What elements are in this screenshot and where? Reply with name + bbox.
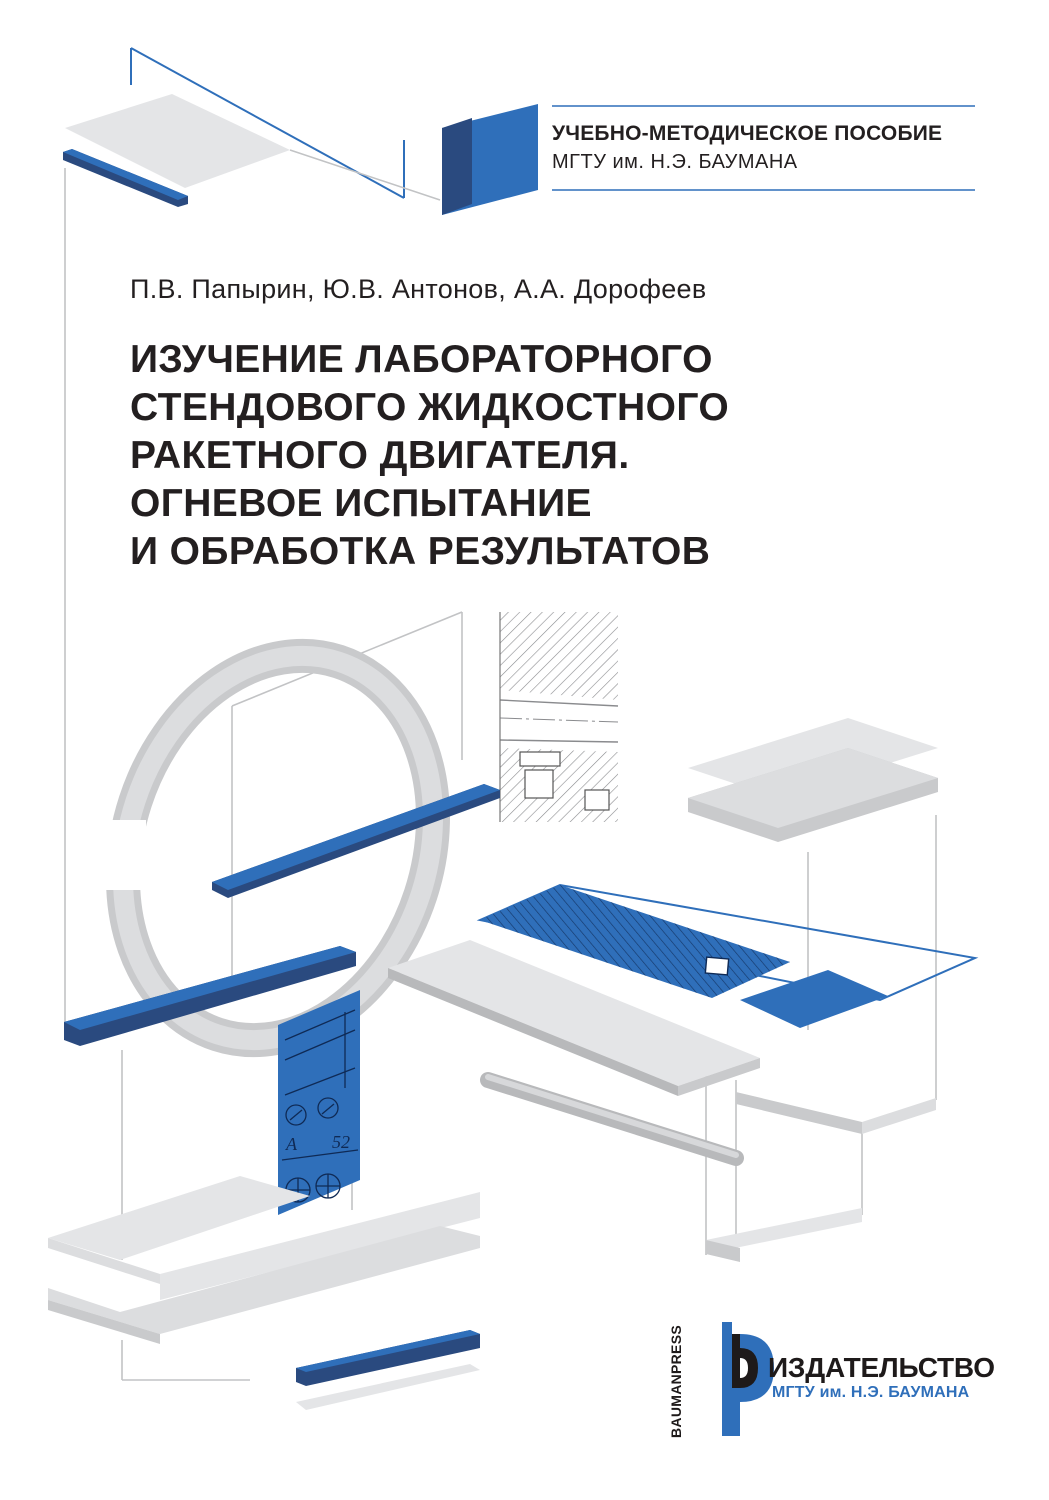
publisher-mark-icon — [688, 1318, 778, 1440]
gray-rod — [488, 1077, 736, 1158]
right-slabs — [688, 718, 938, 842]
authors: П.В. Папырин, Ю.В. Антонов, А.А. Дорофеев — [130, 274, 707, 304]
publisher-logo — [668, 1318, 995, 1440]
publisher-name: ИЗДАТЕЛЬСТВО — [768, 1352, 995, 1383]
title-line: И ОБРАБОТКА РЕЗУЛЬТАТОВ — [130, 530, 711, 573]
drawing-number: 52 — [332, 1132, 350, 1152]
blue-bar-middle — [212, 784, 500, 898]
series-label — [552, 120, 972, 176]
title-line: РАКЕТНОГО ДВИГАТЕЛЯ. — [130, 434, 630, 477]
blue-square — [740, 970, 888, 1028]
series-institution: МГТУ им. Н.Э. БАУМАНА — [552, 151, 798, 173]
title-line: СТЕНДОВОГО ЖИДКОСТНОГО — [130, 386, 730, 429]
publisher-side-text: BAUMANPRESS — [668, 1325, 684, 1438]
technical-drawing-top — [500, 612, 618, 822]
instrument-drawing-panel — [278, 990, 360, 1215]
series-title: УЧЕБНО-МЕТОДИЧЕСКОЕ ПОСОБИЕ — [552, 122, 943, 145]
title-line: ИЗУЧЕНИЕ ЛАБОРАТОРНОГО — [130, 338, 713, 381]
publisher-subtitle: МГТУ им. Н.Э. БАУМАНА — [772, 1384, 970, 1401]
lower-left-slabs — [48, 1176, 480, 1344]
title-line: ОГНЕВОЕ ИСПЫТАНИЕ — [130, 482, 592, 525]
book-title — [130, 336, 729, 576]
blue-cube — [442, 104, 538, 215]
blue-bar-bottom — [296, 1330, 480, 1410]
drawing-label: А — [286, 1134, 297, 1154]
right-lower-slabs — [706, 1092, 936, 1262]
